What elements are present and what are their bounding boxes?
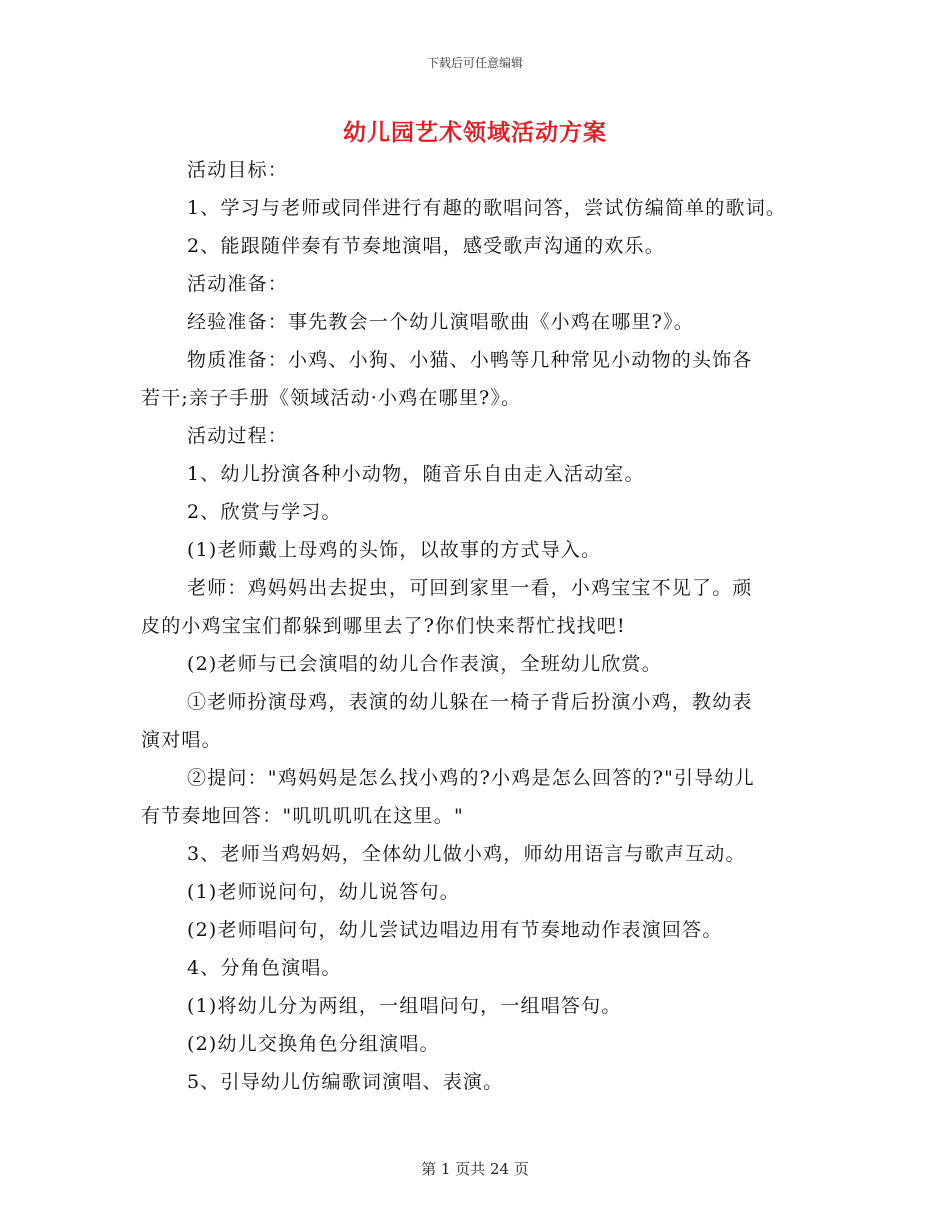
document-title: 幼儿园艺术领域活动方案 (343, 119, 607, 146)
paragraph-line: 活动过程： (187, 425, 289, 447)
paragraph-line: 2、能跟随伴奏有节奏地演唱，感受歌声沟通的欢乐。 (187, 235, 665, 257)
paragraph-line: (1)老师戴上母鸡的头饰，以故事的方式导入。 (187, 539, 602, 561)
paragraph-line: 1、学习与老师或同伴进行有趣的歌唱问答，尝试仿编简单的歌词。 (187, 197, 787, 219)
page-footer: 第 1 页共 24 页 (421, 1160, 529, 1178)
paragraph-line: 若干;亲子手册《领域活动·小鸡在哪里?》。 (141, 387, 522, 409)
paragraph-line: 活动目标： (187, 159, 289, 181)
paragraph-line: 皮的小鸡宝宝们都躲到哪里去了?你们快来帮忙找找吧! (141, 615, 626, 637)
paragraph-line: 5、引导幼儿仿编歌词演唱、表演。 (187, 1071, 504, 1093)
paragraph-line: (1)老师说问句，幼儿说答句。 (187, 881, 460, 903)
paragraph-line: ①老师扮演母鸡，表演的幼儿躲在一椅子背后扮演小鸡，教幼表 (187, 691, 753, 713)
paragraph-line: (2)幼儿交换角色分组演唱。 (187, 1033, 440, 1055)
paragraph-line: 演对唱。 (141, 729, 222, 751)
paragraph-line: (2)老师与已会演唱的幼儿合作表演，全班幼儿欣赏。 (187, 653, 662, 675)
paragraph-line: 3、老师当鸡妈妈，全体幼儿做小鸡，师幼用语言与歌声互动。 (187, 843, 746, 865)
paragraph-line: (1)将幼儿分为两组，一组唱问句，一组唱答句。 (187, 995, 622, 1017)
paragraph-line: 老师：鸡妈妈出去捉虫，可回到家里一看，小鸡宝宝不见了。顽 (187, 577, 753, 599)
paragraph-line: 有节奏地回答："叽叽叽叽在这里。" (141, 805, 464, 827)
paragraph-line: 4、分角色演唱。 (187, 957, 342, 979)
paragraph-line: ②提问："鸡妈妈是怎么找小鸡的?小鸡是怎么回答的?"引导幼儿 (187, 767, 755, 789)
paragraph-line: 经验准备：事先教会一个幼儿演唱歌曲《小鸡在哪里?》。 (187, 311, 694, 333)
paragraph-line: 2、欣赏与学习。 (187, 501, 342, 523)
paragraph-line: 活动准备： (187, 273, 289, 295)
paragraph-line: (2)老师唱问句，幼儿尝试边唱边用有节奏地动作表演回答。 (187, 919, 723, 941)
paragraph-line: 1、幼儿扮演各种小动物，随音乐自由走入活动室。 (187, 463, 645, 485)
page-header: 下载后可任意编辑 (426, 56, 523, 70)
document-body (141, 151, 821, 1101)
paragraph-line: 物质准备：小鸡、小狗、小猫、小鸭等几种常见小动物的头饰各 (187, 349, 753, 371)
